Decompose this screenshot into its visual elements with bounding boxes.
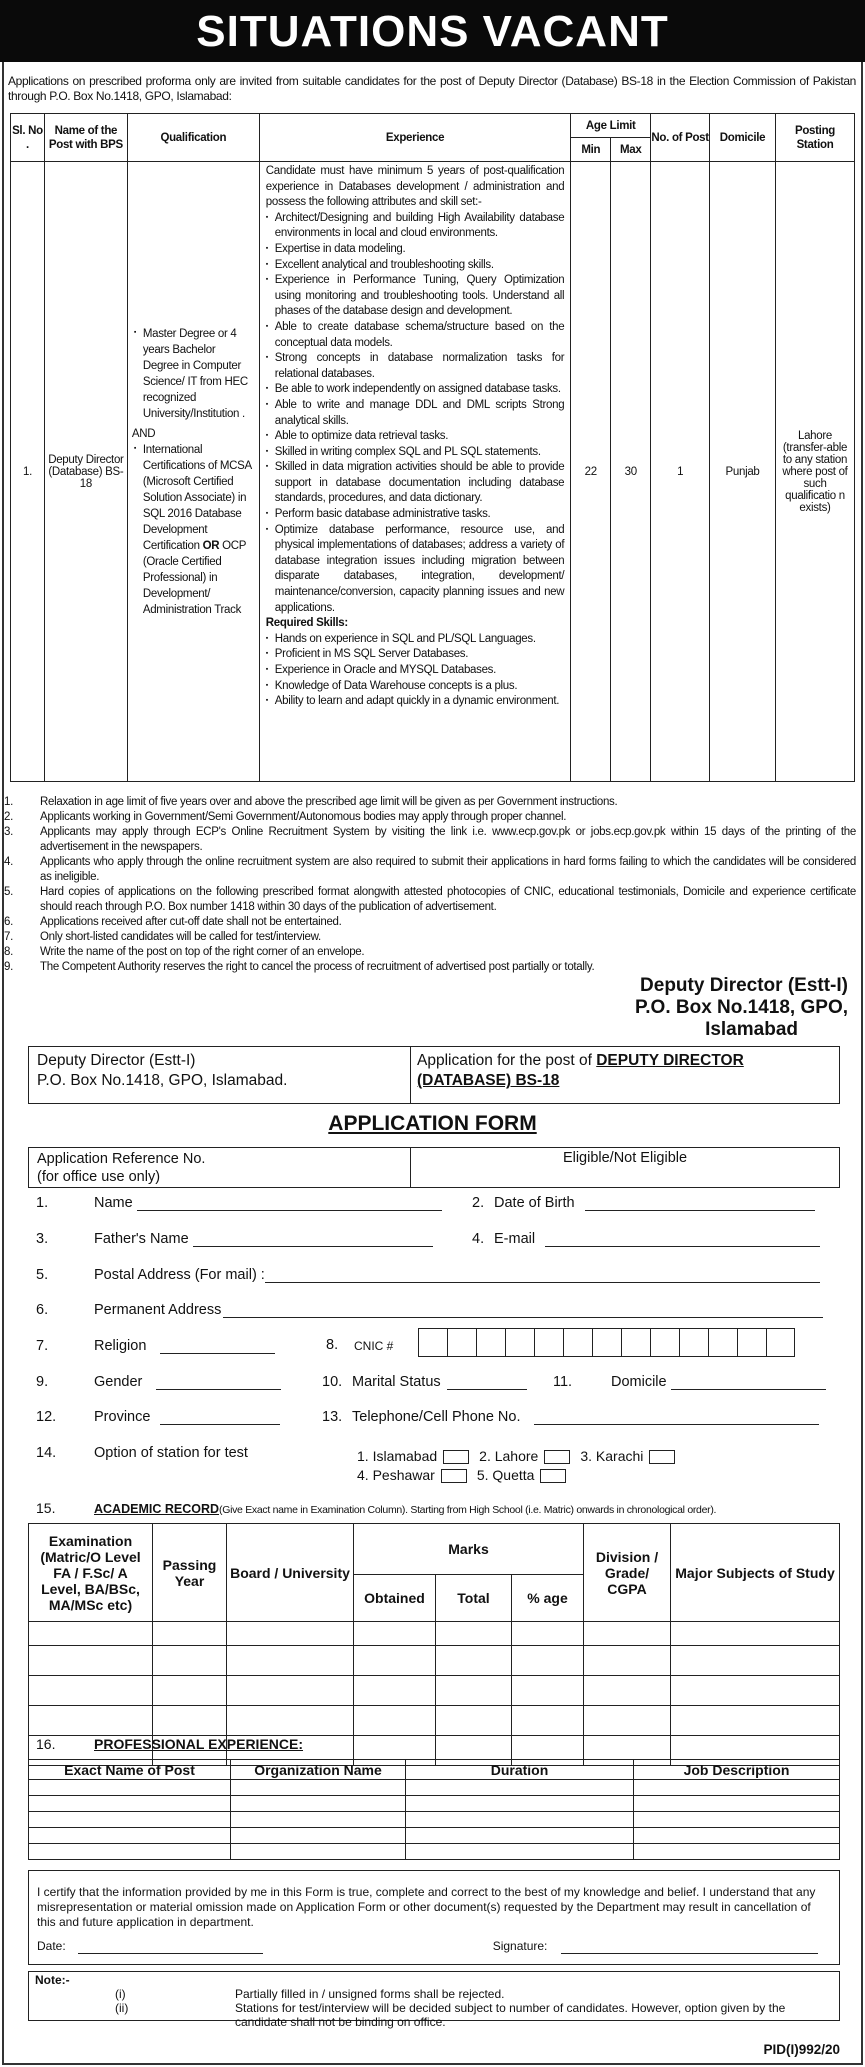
note-number: 5. <box>4 886 13 898</box>
table-cell[interactable] <box>231 1844 406 1860</box>
header-post: Exact Name of Post <box>29 1760 231 1780</box>
postal-input[interactable] <box>265 1267 820 1283</box>
professional-table <box>28 1759 840 1860</box>
page-title: SITUATIONS VACANT <box>0 0 865 62</box>
table-cell[interactable] <box>634 1844 840 1860</box>
note-item <box>4 930 856 945</box>
experience-list <box>266 211 565 616</box>
table-cell[interactable] <box>406 1780 634 1796</box>
station-lahore: 2. Lahore <box>479 1448 539 1464</box>
station-options <box>357 1447 685 1485</box>
table-cell[interactable] <box>406 1828 634 1844</box>
cell-min: 22 <box>571 162 611 782</box>
gender-label: Gender <box>94 1374 143 1390</box>
phone-label: Telephone/Cell Phone No. <box>352 1409 521 1425</box>
header-qualification: Qualification <box>127 114 259 162</box>
field-religion <box>36 1338 275 1354</box>
permanent-input[interactable] <box>223 1302 823 1318</box>
cell-sl: 1. <box>11 162 45 782</box>
table-cell[interactable] <box>29 1796 231 1812</box>
note-item <box>4 825 856 855</box>
experience-intro: Candidate must have minimum 5 years of post-qualification experience in Databases development / administration and possess the following attributes and skill set:- <box>265 165 565 209</box>
cell-posting: Lahore (transfer-able to any station where post of such qualificatio n exists) <box>776 162 855 782</box>
required-skills-list <box>266 632 565 710</box>
address-right <box>411 1047 839 1103</box>
table-row <box>29 1812 840 1828</box>
professional-title: PROFESSIONAL EXPERIENCE: <box>94 1736 304 1752</box>
table-cell[interactable] <box>436 1676 512 1706</box>
ref-sub: (for office use only) <box>37 1169 161 1185</box>
address-line-1: Deputy Director (Estt-I) <box>37 1052 196 1069</box>
num: 2. <box>472 1195 485 1211</box>
signatory <box>600 975 848 1041</box>
station-karachi: 3. Karachi <box>580 1448 644 1464</box>
required-skill-item: ▪ Knowledge of Data Warehouse concepts is a plus. <box>266 679 565 695</box>
required-skill-item: ▪ Hands on experience in SQL and PL/SQL Languages. <box>266 632 565 648</box>
pid-code: PID(I)992/20 <box>763 2042 840 2057</box>
table-cell[interactable] <box>153 1706 227 1736</box>
note-text: Applicants may apply through ECP's Online Recruitment System by visiting the link i.e. www.ecp.gov.pk or jobs.ecp.gov.pk within 15 days of the printing of the advertisement in the newspapers. <box>40 826 856 853</box>
note-box-text: Partially filled in / unsigned forms shall be rejected. <box>235 1987 505 2001</box>
cnic-digit-box[interactable] <box>534 1328 563 1357</box>
table-cell[interactable] <box>406 1844 634 1860</box>
table-cell[interactable] <box>512 1622 584 1646</box>
header-experience: Experience <box>259 114 571 162</box>
header-org: Organization Name <box>231 1760 406 1780</box>
post-label: Application for the post of <box>417 1052 597 1069</box>
table-cell[interactable] <box>354 1622 436 1646</box>
note-text: Applicants working in Government/Semi Government/Autonomous bodies may apply through proper channel. <box>40 811 567 823</box>
table-cell[interactable] <box>634 1796 840 1812</box>
note-item <box>4 885 856 915</box>
table-cell[interactable] <box>29 1812 231 1828</box>
eligible-cell: Eligible/Not Eligible <box>562 1150 688 1166</box>
cnic-digit-box[interactable] <box>476 1328 505 1357</box>
experience-item: ▪ Skilled in writing complex SQL and PL SQL statements. <box>266 445 565 461</box>
num: 7. <box>36 1338 49 1354</box>
address-line-2: P.O. Box No.1418, GPO, Islamabad. <box>37 1072 288 1089</box>
required-skill-item: ▪ Experience in Oracle and MYSQL Databases. <box>266 663 565 679</box>
note-number: 6. <box>4 916 13 928</box>
header-board: Board / University <box>227 1524 354 1622</box>
certification-text: I certify that the information provided by me in this Form is true, complete and correct to the best of my knowledge and belief. I understand that any misrepresentation or material omission made on Application Form or other document(s) requested by the Department may result in cancellation of this and future application in department. <box>37 1885 816 1929</box>
table-row <box>29 1844 840 1860</box>
table-row <box>29 1780 840 1796</box>
field-cnic <box>326 1328 795 1357</box>
table-cell[interactable] <box>231 1780 406 1796</box>
domicile-input[interactable] <box>671 1374 826 1390</box>
cell-qualification <box>127 162 259 782</box>
phone-input[interactable] <box>534 1409 819 1425</box>
table-cell[interactable] <box>354 1646 436 1676</box>
note-box-item <box>35 1987 833 2001</box>
dob-label: Date of Birth <box>494 1195 575 1211</box>
note-number: 8. <box>4 946 13 958</box>
table-cell[interactable] <box>406 1812 634 1828</box>
field-dob <box>472 1195 815 1211</box>
note-text: Only short-listed candidates will be called for test/interview. <box>40 931 321 943</box>
table-cell[interactable] <box>671 1622 840 1646</box>
header-post: Name of the Post with BPS <box>44 114 127 162</box>
table-cell[interactable] <box>584 1676 671 1706</box>
cell-experience <box>259 162 571 782</box>
cnic-digit-box[interactable] <box>505 1328 534 1357</box>
field-father <box>36 1231 433 1247</box>
note-number: 4. <box>4 856 13 868</box>
academic-table <box>28 1523 840 1766</box>
note-box <box>28 1971 840 2029</box>
table-cell[interactable] <box>29 1676 153 1706</box>
experience-item: ▪ Experience in Performance Tuning, Query Optimization using monitoring and troubleshooting tools. Understand all phases of the database design and development. <box>266 273 565 320</box>
table-cell[interactable] <box>512 1676 584 1706</box>
station-islamabad: 1. Islamabad <box>357 1448 438 1464</box>
table-cell[interactable] <box>231 1812 406 1828</box>
table-row <box>29 1676 840 1706</box>
address-box <box>28 1046 840 1104</box>
ref-cell <box>29 1148 411 1187</box>
num: 8. <box>326 1337 339 1353</box>
table-cell[interactable] <box>634 1828 840 1844</box>
table-cell[interactable] <box>29 1706 153 1736</box>
cell-domicile: Punjab <box>710 162 776 782</box>
cnic-digit-box[interactable] <box>737 1328 766 1357</box>
signatory-line-3: Islamabad <box>705 1019 798 1040</box>
table-cell[interactable] <box>29 1828 231 1844</box>
note-item <box>4 810 856 825</box>
station-label: Option of station for test <box>94 1445 248 1461</box>
marital-label: Marital Status <box>352 1374 441 1390</box>
table-cell[interactable] <box>436 1622 512 1646</box>
date-input[interactable] <box>78 1942 263 1954</box>
experience-item: ▪ Architect/Designing and building High Availability database environments in local and cloud environments. <box>266 211 565 242</box>
header-obtained: Obtained <box>354 1575 436 1622</box>
experience-item: ▪ Optimize database performance, resource use, and physical implementations of databases; address a variety of database integration issues including migration between disparate databases, integration, development/ maintenance/conversion, capacity planning issues and new applications. <box>266 523 565 617</box>
notes-list <box>4 795 856 975</box>
professional-heading <box>36 1736 303 1752</box>
table-cell[interactable] <box>231 1828 406 1844</box>
signature-input[interactable] <box>561 1942 818 1954</box>
eligibility-box <box>28 1147 840 1188</box>
note-text: The Competent Authority reserves the right to cancel the process of recruitment of advertised post partially or totally. <box>40 961 595 973</box>
note-item <box>4 915 856 930</box>
checkbox-lahore[interactable] <box>544 1450 570 1464</box>
certification-box <box>28 1870 840 1965</box>
checkbox-peshawar[interactable] <box>441 1469 467 1483</box>
gender-input[interactable] <box>156 1374 281 1390</box>
table-cell[interactable] <box>671 1706 840 1736</box>
post-name: DEPUTY DIRECTOR (DATABASE) BS-18 <box>417 1052 744 1089</box>
cnic-input[interactable] <box>418 1328 795 1357</box>
signatory-line-2: P.O. Box No.1418, GPO, <box>635 997 848 1018</box>
table-cell[interactable] <box>406 1796 634 1812</box>
num: 1. <box>36 1195 49 1211</box>
header-domicile: Domicile <box>710 114 776 162</box>
table-row <box>29 1706 840 1736</box>
num: 14. <box>36 1445 57 1461</box>
cell-max: 30 <box>611 162 651 782</box>
note-text: Applicants who apply through the online recruitment system are also required to submit their applications in hard forms failing to which the candidates will be considered as ineligible. <box>40 856 856 883</box>
table-cell[interactable] <box>29 1844 231 1860</box>
name-label: Name <box>94 1195 133 1211</box>
field-permanent <box>36 1302 823 1318</box>
num: 5. <box>36 1267 49 1283</box>
table-cell[interactable] <box>671 1676 840 1706</box>
table-cell[interactable] <box>29 1646 153 1676</box>
table-cell[interactable] <box>227 1676 354 1706</box>
experience-item: ▪ Be able to work independently on assigned database tasks. <box>266 382 565 398</box>
header-duration: Duration <box>406 1760 634 1780</box>
table-cell[interactable] <box>634 1780 840 1796</box>
address-left <box>29 1047 411 1103</box>
email-label: E-mail <box>494 1231 536 1247</box>
cnic-digit-box[interactable] <box>621 1328 650 1357</box>
q2-post: OCP (Oracle Certified Professional) in Development/ Administration Track <box>142 539 246 616</box>
name-input[interactable] <box>137 1195 442 1211</box>
table-cell[interactable] <box>153 1622 227 1646</box>
num: 13. <box>322 1409 343 1425</box>
table-cell[interactable] <box>671 1646 840 1676</box>
table-cell[interactable] <box>512 1646 584 1676</box>
cnic-label: CNIC # <box>354 1339 394 1353</box>
cell-no-of-post: 1 <box>651 162 710 782</box>
header-marks: Marks <box>354 1524 584 1575</box>
table-cell[interactable] <box>584 1646 671 1676</box>
note-number: 3. <box>4 826 13 838</box>
cnic-digit-box[interactable] <box>418 1328 447 1357</box>
father-label: Father's Name <box>94 1231 189 1247</box>
field-phone <box>322 1409 819 1425</box>
note-text: Applications received after cut-off date shall not be entertained. <box>40 916 342 928</box>
required-skills-label: Required Skills: <box>265 617 348 630</box>
header-sl: Sl. No . <box>11 114 45 162</box>
required-label-text: Required Skills <box>265 617 345 630</box>
note-text: Relaxation in age limit of five years over and above the prescribed age limit will be given as per Government instructions. <box>40 796 618 808</box>
table-cell[interactable] <box>436 1706 512 1736</box>
qualification-item-2 <box>134 442 253 618</box>
email-input[interactable] <box>545 1231 820 1247</box>
table-row <box>29 1796 840 1812</box>
form-title: APPLICATION FORM <box>328 1112 537 1135</box>
table-cell[interactable] <box>354 1706 436 1736</box>
note-number: 1. <box>4 796 13 808</box>
father-input[interactable] <box>193 1231 433 1247</box>
note-item <box>4 795 856 810</box>
experience-item: ▪ Perform basic database administrative tasks. <box>266 507 565 523</box>
experience-item: ▪ Skilled in data migration activities should be able to provide support in database documentation including database standards, procedures, and data dictionary. <box>266 460 565 507</box>
intro-text: Applications on prescribed proforma only are invited from suitable candidates for the post of Deputy Director (Database) BS-18 in the Election Commission of Pakistan through P.O. Box No.1418, GPO, Islamabad: <box>8 74 856 103</box>
table-cell[interactable] <box>227 1622 354 1646</box>
note-box-item <box>35 2001 833 2029</box>
header-no-of-post: No. of Post <box>651 114 710 162</box>
qualification-item: ▪ Master Degree or 4 years Bachelor Degree in Computer Science/ IT from HEC recognized University/Institution . <box>134 326 253 422</box>
province-label: Province <box>94 1409 151 1425</box>
table-cell[interactable] <box>584 1706 671 1736</box>
note-number: 9. <box>4 961 13 973</box>
required-skill-item: ▪ Proficient in MS SQL Server Databases. <box>266 647 565 663</box>
field-name <box>36 1195 442 1211</box>
checkbox-karachi[interactable] <box>649 1450 675 1464</box>
academic-title: ACADEMIC RECORD <box>94 1502 219 1516</box>
date-label: Date: <box>37 1939 66 1953</box>
header-min: Min <box>571 138 611 162</box>
required-skill-item: ▪ Ability to learn and adapt quickly in a dynamic environment. <box>266 694 565 710</box>
table-cell[interactable] <box>634 1812 840 1828</box>
checkbox-islamabad[interactable] <box>443 1450 469 1464</box>
num: 9. <box>36 1374 49 1390</box>
cnic-digit-box[interactable] <box>708 1328 737 1357</box>
num: 16. <box>36 1736 56 1752</box>
num: 6. <box>36 1302 49 1318</box>
num: 15. <box>36 1500 56 1516</box>
experience-item: ▪ Able to create database schema/structure based on the conceptual data models. <box>266 320 565 351</box>
experience-item: ▪ Excellent analytical and troubleshooting skills. <box>266 258 565 274</box>
cnic-digit-box[interactable] <box>650 1328 679 1357</box>
note-item <box>4 945 856 960</box>
table-cell[interactable] <box>153 1646 227 1676</box>
header-subjects: Major Subjects of Study <box>671 1524 840 1622</box>
station-quetta: 5. Quetta <box>476 1467 535 1483</box>
header-age-limit: Age Limit <box>571 114 651 138</box>
field-province <box>36 1409 280 1425</box>
table-cell[interactable] <box>227 1706 354 1736</box>
experience-item: ▪ Able to write and manage DDL and DML scripts Strong analytical skills. <box>266 398 565 429</box>
header-max: Max <box>611 138 651 162</box>
note-box-number: (i) <box>115 1987 126 2001</box>
num: 12. <box>36 1409 57 1425</box>
note-box-number: (ii) <box>115 2001 129 2015</box>
domicile-label: Domicile <box>611 1374 667 1390</box>
religion-input[interactable] <box>160 1338 275 1354</box>
cert-sign-row <box>37 1939 831 1954</box>
province-input[interactable] <box>160 1409 280 1425</box>
note-item <box>4 960 856 975</box>
note-text: Hard copies of applications on the following prescribed format alongwith attested photocopies of CNIC, educational testimonials, Domicile and experience certificate should reach through P.O. Box number 1418 within 30 days of the publication of advertisement. <box>40 886 856 913</box>
signatory-line-1: Deputy Director (Estt-I) <box>640 975 848 996</box>
table-cell[interactable] <box>227 1646 354 1676</box>
q2-pre: International Certifications of MCSA (Microsoft Certified Solution Associate) in SQL 2016 Database Development Certification <box>142 443 252 552</box>
experience-item: ▪ Able to optimize data retrieval tasks. <box>266 429 565 445</box>
table-row <box>29 1646 840 1676</box>
permanent-label: Permanent Address <box>94 1302 222 1318</box>
num: 10. <box>322 1374 343 1390</box>
num: 11. <box>553 1374 573 1390</box>
table-cell[interactable] <box>231 1796 406 1812</box>
cnic-digit-box[interactable] <box>447 1328 476 1357</box>
header-division: Division / Grade/ CGPA <box>584 1524 671 1622</box>
field-email <box>472 1231 820 1247</box>
header-total: Total <box>436 1575 512 1622</box>
checkbox-quetta[interactable] <box>540 1469 566 1483</box>
table-cell[interactable] <box>153 1676 227 1706</box>
academic-heading <box>36 1500 716 1516</box>
note-number: 2. <box>4 811 13 823</box>
ref-label: Application Reference No. <box>37 1151 206 1167</box>
field-gender <box>36 1374 281 1390</box>
table-row <box>29 1828 840 1844</box>
religion-label: Religion <box>94 1338 147 1354</box>
note-item <box>4 855 856 885</box>
experience-item: ▪ Strong concepts in database normalization tasks for relational databases. <box>266 351 565 382</box>
station-peshawar: 4. Peshawar <box>357 1467 435 1483</box>
note-box-text: Stations for test/interview will be decided subject to number of candidates. However, option given by the candidate shall not be binding on office. <box>235 2001 786 2029</box>
table-cell[interactable] <box>354 1676 436 1706</box>
note-items <box>35 1987 833 2029</box>
cnic-digit-box[interactable] <box>766 1328 795 1357</box>
cnic-digit-box[interactable] <box>592 1328 621 1357</box>
marital-input[interactable] <box>447 1374 527 1390</box>
field-domicile <box>553 1374 826 1390</box>
table-cell[interactable] <box>436 1646 512 1676</box>
note-number: 7. <box>4 931 13 943</box>
field-station <box>36 1445 248 1461</box>
field-marital <box>322 1374 527 1390</box>
table-row <box>29 1622 840 1646</box>
experience-item: ▪ Expertise in data modeling. <box>266 242 565 258</box>
table-cell[interactable] <box>512 1706 584 1736</box>
dob-input[interactable] <box>585 1195 815 1211</box>
header-pct: % age <box>512 1575 584 1622</box>
table-cell[interactable] <box>29 1622 153 1646</box>
note-title: Note:- <box>35 1973 70 1987</box>
vacancy-table <box>10 113 855 782</box>
signature-label: Signature: <box>492 1939 548 1953</box>
table-cell[interactable] <box>29 1780 231 1796</box>
cnic-digit-box[interactable] <box>679 1328 708 1357</box>
q2-or: OR <box>202 539 220 552</box>
table-cell[interactable] <box>584 1622 671 1646</box>
academic-note: (Give Exact name in Examination Column). Starting from High School (i.e. Matric) onwards in chronological order). <box>219 1504 717 1516</box>
note-text: Write the name of the post on top of the right corner of an envelope. <box>40 946 365 958</box>
cell-post: Deputy Director (Database) BS-18 <box>44 162 127 782</box>
header-posting: Posting Station <box>776 114 855 162</box>
num: 3. <box>36 1231 49 1247</box>
header-job: Job Description <box>634 1760 840 1780</box>
postal-label: Postal Address (For mail) : <box>94 1267 265 1283</box>
header-year: Passing Year <box>153 1524 227 1622</box>
header-exam: Examination (Matric/O Level FA / F.Sc/ A Level, BA/BSc, MA/MSc etc) <box>29 1524 153 1622</box>
cnic-digit-box[interactable] <box>563 1328 592 1357</box>
field-postal <box>36 1267 820 1283</box>
and-label: AND <box>131 427 156 440</box>
num: 4. <box>472 1231 485 1247</box>
